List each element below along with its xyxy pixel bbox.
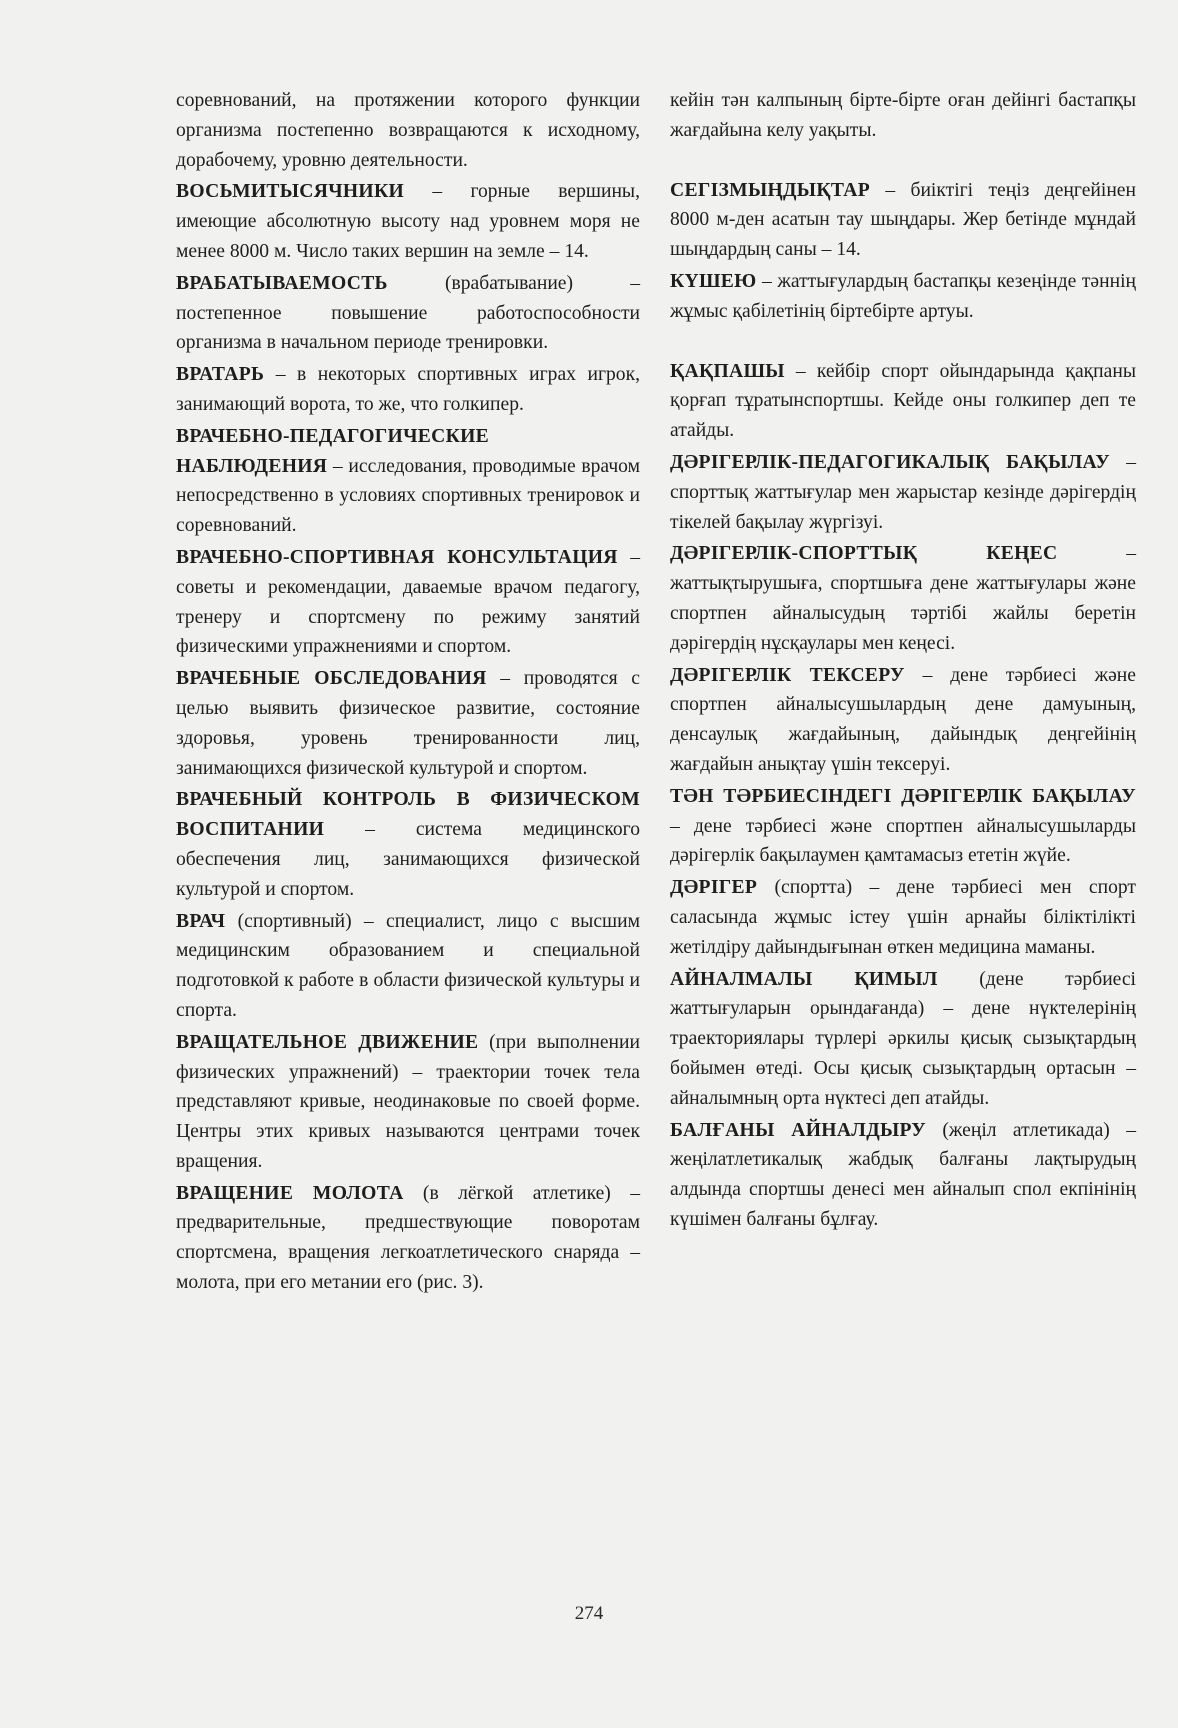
entry-darigerlik-tekseru (670, 661, 1136, 780)
entry-definition: соревнований, на протяжении которого функции организма постепенно возвращаются к исходному, дорабочему, уровню деятельности. (176, 90, 640, 171)
entry-definition: (при выполнении физических упражнений) – траектории точек тела представляют кривые, неодинаковые по своей форме. Центры этих кривых называются центрами точек вращения. (176, 1031, 640, 1172)
entry-vrachebno-pedagogicheskie (176, 422, 640, 541)
entry-term: ВРАЩЕНИЕ МОЛОТА (176, 1182, 404, 1204)
page-number: 274 (574, 1603, 604, 1624)
entry-vrachebnyi-kontrol (176, 785, 640, 904)
entry-definition: – в некоторых спортивных играх игрок, занимающий ворота, то же, что голкипер. (176, 364, 640, 415)
entry-definition: – проводятся с целью выявить физическое развитие, состояние здоровья, уровень тренированности лиц, занимающихся физической культурой и спортом. (176, 668, 640, 779)
entry-vratar (176, 360, 640, 420)
entry-definition: кейін тән калпының бірте-бірте оған дейінгі бастапқы жағдайына келу уақыты. (670, 90, 1136, 141)
entry-definition: (врабатывание) – постепенное повышение работоспособности организма в начальном периоде тренировки. (176, 272, 640, 354)
entry-definition: – система медицинского обеспечения лиц, занимающихся физической культурой и спортом. (176, 819, 640, 900)
entry-term: ДӘРІГЕРЛІК ТЕКСЕРУ (670, 664, 905, 686)
entry-term: ВОСЬМИТЫСЯЧНИКИ (176, 181, 405, 203)
entry-definition: – дене тәрбиесі және спортпен айналысушылардың дене дамуының, денсаулық жағдайының, дайындық деңгейінің жағдайын анықтау үшін тексеруі. (670, 664, 1136, 775)
entry-definition: (спортта) – дене тәрбиесі мен спорт саласында жұмыс істеу үшін арнайы біліктілікті жетілдіру дайындығынан өткен медицина маманы. (670, 877, 1136, 958)
entry-darigerlik-pedagogikalyk (670, 448, 1136, 537)
entry-segizmyndyktar (670, 176, 1136, 265)
entry-term: АЙНАЛМАЛЫ ҚИМЫЛ (670, 968, 938, 990)
entry-definition: (дене тәрбиесі жаттығуларын орындағанда) – дене нүктелерінің траекториялары түрлері әркилы қисық сызықтардың бойымен өтеді. Осы қисық сызықтардың ортасын – айналымның орта нүктесі деп атайды. (670, 968, 1137, 1109)
entry-term: ДӘРІГЕРЛІК-ПЕДАГОГИКАЛЫҚ БАҚЫЛАУ (670, 451, 1110, 473)
entry-term: ВРАЧЕБНЫЕ ОБСЛЕДОВАНИЯ (176, 668, 487, 690)
entry-term: ВРАБАТЫВАЕМОСТЬ (176, 272, 388, 294)
entry-term: ВРАЧЕБНЫЙ КОНТРОЛЬ В ФИЗИЧЕСКОМ ВОСПИТАНИИ (176, 789, 640, 841)
entry-definition: – спорттық жаттығулар мен жарыстар кезінде дәрігердің тікелей бақылау жүргізуі. (670, 451, 1136, 533)
entry-term: КҮШЕЮ (670, 270, 757, 292)
entry-vrashchenie-molota (176, 1179, 640, 1298)
entry-vrach (176, 907, 640, 1026)
entry-term: ВРАТАРЬ (176, 364, 265, 386)
entry-darigerlik-sporttyk-kenes (670, 539, 1136, 658)
entry-definition: – горные вершины, имеющие абсолютную высоту над уровнем моря не менее 8000 м. Число таких вершин на земле – 14. (176, 181, 640, 262)
entry-vrachebno-sportivnaya (176, 543, 640, 662)
entry-term: СЕГІЗМЫҢДЫҚТАР (670, 179, 870, 201)
entry-continuation (670, 86, 1136, 146)
entry-term: ВРАЧЕБНО-ПЕДАГОГИЧЕСКИЕ НАБЛЮДЕНИЯ (176, 425, 489, 477)
entry-definition: – жаттықтырушыға, спортшыға дене жаттығулары және спортпен айналысудың тәртібі жайлы беретін дәрігердің нұсқаулары мен кеңесі. (670, 543, 1136, 654)
entry-vrabatyvaemost (176, 269, 640, 358)
entry-definition: – биіктігі теңіз деңгейінен 8000 м-ден асатын тау шыңдары. Жер бетінде мұндай шыңдардың саны – 14. (670, 179, 1136, 261)
entry-ainalmaly-kimyl (670, 965, 1136, 1114)
entry-definition: (в лёгкой атлетике) – предварительные, предшествующие поворотам спортсмена, вращения легкоатлетического снаряда – молота, при его метании его (рис. 3). (176, 1182, 640, 1294)
entry-balgany-ainaldyru (670, 1116, 1136, 1235)
entry-definition: – кейбір спорт ойындарында қақпаны қорғап тұратынспортшы. Кейде оны голкипер деп те атайды. (670, 360, 1136, 442)
entry-term: БАЛҒАНЫ АЙНАЛДЫРУ (670, 1119, 926, 1141)
entry-term: ДӘРІГЕР (670, 877, 758, 899)
left-column-russian (176, 86, 640, 1300)
entry-term: ВРАЧ (176, 910, 226, 932)
entry-tan-tarbiesindegi (670, 782, 1136, 871)
entry-term: ДӘРІГЕРЛІК-СПОРТТЫҚ КЕҢЕС (670, 543, 1058, 565)
entry-vosmitysyachniki (176, 177, 640, 266)
right-column-kazakh (670, 86, 1136, 1237)
entry-dariger (670, 873, 1136, 962)
entry-term: ВРАЧЕБНО-СПОРТИВНАЯ КОНСУЛЬТАЦИЯ (176, 546, 618, 568)
entry-kusheyu (670, 267, 1136, 327)
entry-definition: – исследования, проводимые врачом непосредственно в условиях спортивных тренировок и соревнований. (176, 455, 640, 537)
entry-definition: (спортивный) – специалист, лицо с высшим медицинским образованием и специальной подготовкой к работе в области физической культуры и спорта. (176, 910, 640, 1021)
entry-definition: (жеңіл атлетикада) – жеңілатлетикалық жабдық балғаны лақтырудың алдында спортшы денесі мен айналып спол екпінінің күшімен балғаны бұлғау. (670, 1119, 1136, 1230)
entry-term: ҚАҚПАШЫ (670, 360, 785, 382)
entry-definition: – советы и рекомендации, даваемые врачом педагогу, тренеру и спортсмену по режиму занятий физическими упражнениями и спортом. (176, 546, 640, 658)
entry-term: ТӘН ТӘРБИЕСІНДЕГІ ДӘРІГЕРЛІК БАҚЫЛАУ (670, 785, 1136, 807)
entry-kakpashy (670, 357, 1136, 446)
entry-vrachebnye-obsledovaniya (176, 664, 640, 783)
entry-definition: – жаттығулардың бастапқы кезеңінде тәннің жұмыс қабілетінің біртебірте артуы. (670, 270, 1136, 322)
entry-definition: – дене тәрбиесі және спортпен айналысушыларды дәрігерлік бақылаумен қамтамасыз ететін жүйе. (670, 815, 1136, 867)
entry-vrashchatelnoe-dvizhenie (176, 1028, 640, 1177)
entry-term: ВРАЩАТЕЛЬНОЕ ДВИЖЕНИЕ (176, 1031, 479, 1053)
entry-continuation (176, 86, 640, 175)
